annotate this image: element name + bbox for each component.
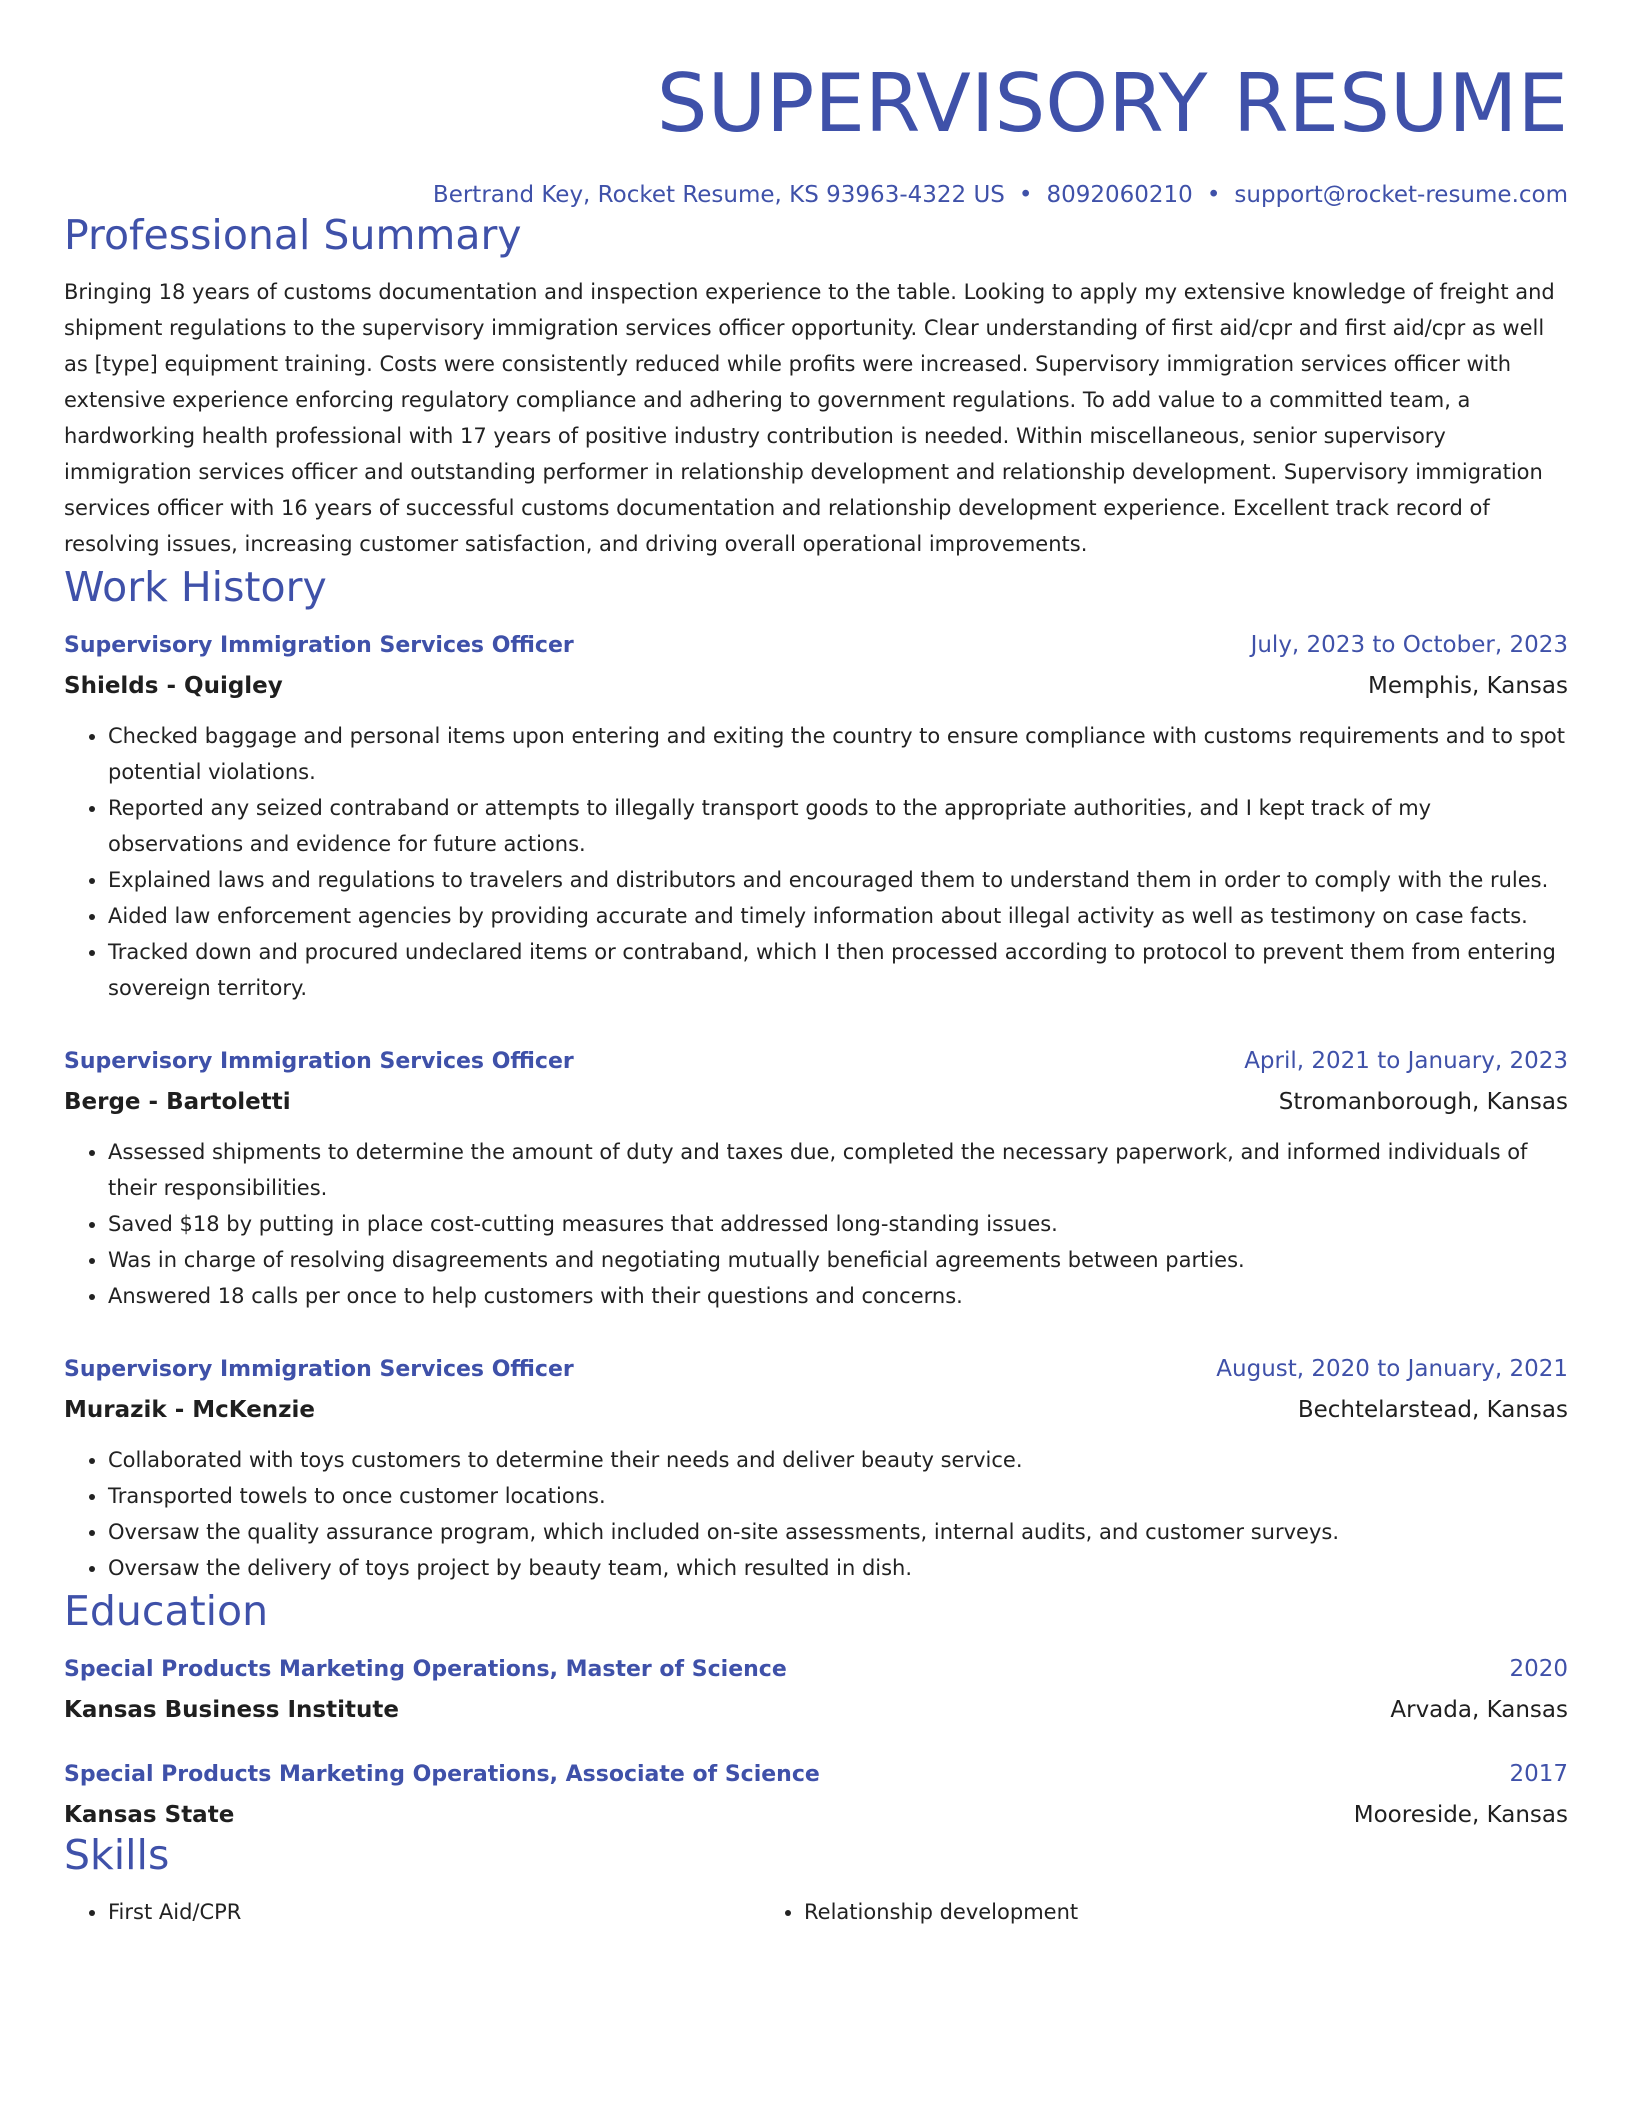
contact-phone: 8092060210 <box>1046 182 1193 208</box>
skill-item: • First Aid/CPR <box>108 1894 760 1930</box>
job-location: Memphis, Kansas <box>1368 673 1568 699</box>
job-bullet: • Tracked down and procured undeclared items or contraband, which I then processed according to protocol to prevent them from entering sovereign territory. <box>108 934 1568 1006</box>
education-school: Kansas Business Institute <box>64 1697 399 1723</box>
job-dates: July, 2023 to October, 2023 <box>1250 632 1568 658</box>
job-location: Stromanborough, Kansas <box>1278 1089 1568 1115</box>
education-school: Kansas State <box>64 1802 235 1828</box>
job-entry <box>64 1046 1568 1314</box>
job-title: Supervisory Immigration Services Officer <box>64 1049 574 1074</box>
summary-heading: Professional Summary <box>64 211 522 259</box>
job-bullet: • Assessed shipments to determine the amount of duty and taxes due, completed the necessary paperwork, and informed individuals of their responsibilities. <box>108 1134 1568 1206</box>
job-bullet: • Was in charge of resolving disagreements and negotiating mutually beneficial agreements between parties. <box>108 1242 1568 1278</box>
summary-text: Bringing 18 years of customs documentation and inspection experience to the table. Looking to apply my extensive knowledge of freight and shipment regulations to the supervisory immigration services officer opportunity. Clear understanding of first aid/cpr and first aid/cpr as well as [type] equipment training. Costs were consistently reduced while profits were increased. Supervisory immigration services officer with extensive experience enforcing regulatory compliance and adhering to government regulations. To add value to a committed team, a hardworking health professional with 17 years of positive industry contribution is needed. Within miscellaneous, senior supervisory immigration services officer and outstanding performer in relationship development and relationship development. Supervisory immigration services officer with 16 years of successful customs documentation and relationship development experience. Excellent track record of resolving issues, increasing customer satisfaction, and driving overall operational improvements. <box>64 280 1555 556</box>
education-entry <box>64 1759 1568 1830</box>
education-year: 2017 <box>1509 1761 1568 1787</box>
job-entry <box>64 630 1568 1006</box>
job-title: Supervisory Immigration Services Officer <box>64 633 574 658</box>
job-bullets <box>64 718 1568 1006</box>
skills-list <box>64 1894 1568 1930</box>
education-degree: Special Products Marketing Operations, Associate of Science <box>64 1762 820 1787</box>
job-bullet: • Answered 18 calls per once to help customers with their questions and concerns. <box>108 1278 1568 1314</box>
education-location: Arvada, Kansas <box>1390 1697 1568 1723</box>
contact-email[interactable]: support@rocket-resume.com <box>1234 182 1568 208</box>
job-entry <box>64 1354 1568 1586</box>
job-bullet: • Oversaw the quality assurance program, which included on-site assessments, internal audits, and customer surveys. <box>108 1514 1568 1550</box>
job-bullet: • Collaborated with toys customers to determine their needs and deliver beauty service. <box>108 1442 1568 1478</box>
contact-separator: • <box>1018 182 1033 208</box>
job-bullet: • Aided law enforcement agencies by providing accurate and timely information about illegal activity as well as testimony on case facts. <box>108 898 1568 934</box>
education-year: 2020 <box>1509 1656 1568 1682</box>
job-bullet: • Checked baggage and personal items upon entering and exiting the country to ensure compliance with customs requirements and to spot potential violations. <box>108 718 1568 790</box>
work-history-heading: Work History <box>64 563 327 611</box>
skills-column-left <box>64 1894 760 1930</box>
job-title: Supervisory Immigration Services Officer <box>64 1357 574 1382</box>
education-entry <box>64 1654 1568 1725</box>
contact-line <box>64 180 1568 210</box>
job-dates: April, 2021 to January, 2023 <box>1244 1048 1568 1074</box>
contact-separator: • <box>1206 182 1221 208</box>
job-bullet: • Saved $18 by putting in place cost-cutting measures that addressed long-standing issues. <box>108 1206 1568 1242</box>
skills-column-right <box>760 1894 1456 1930</box>
resume-title: SUPERVISORY RESUME <box>656 57 1568 150</box>
resume-header <box>64 0 1568 210</box>
job-employer: Berge - Bartoletti <box>64 1089 291 1115</box>
job-bullet: • Reported any seized contraband or attempts to illegally transport goods to the appropriate authorities, and I kept track of my observations and evidence for future actions. <box>108 790 1568 862</box>
job-employer: Shields - Quigley <box>64 673 283 699</box>
job-dates: August, 2020 to January, 2021 <box>1216 1356 1568 1382</box>
job-bullet: • Oversaw the delivery of toys project by beauty team, which resulted in dish. <box>108 1550 1568 1586</box>
education-heading: Education <box>64 1587 269 1635</box>
job-location: Bechtelarstead, Kansas <box>1297 1397 1568 1423</box>
job-bullet: • Explained laws and regulations to travelers and distributors and encouraged them to understand them in order to comply with the rules. <box>108 862 1568 898</box>
job-bullet: • Transported towels to once customer locations. <box>108 1478 1568 1514</box>
job-bullets <box>64 1134 1568 1314</box>
education-degree: Special Products Marketing Operations, Master of Science <box>64 1657 787 1682</box>
job-employer: Murazik - McKenzie <box>64 1397 316 1423</box>
education-location: Mooreside, Kansas <box>1353 1802 1568 1828</box>
contact-address: Bertrand Key, Rocket Resume, KS 93963-4322 US <box>432 182 1005 208</box>
skill-item: • Relationship development <box>804 1894 1456 1930</box>
job-bullets <box>64 1442 1568 1586</box>
skills-heading: Skills <box>64 1831 170 1879</box>
